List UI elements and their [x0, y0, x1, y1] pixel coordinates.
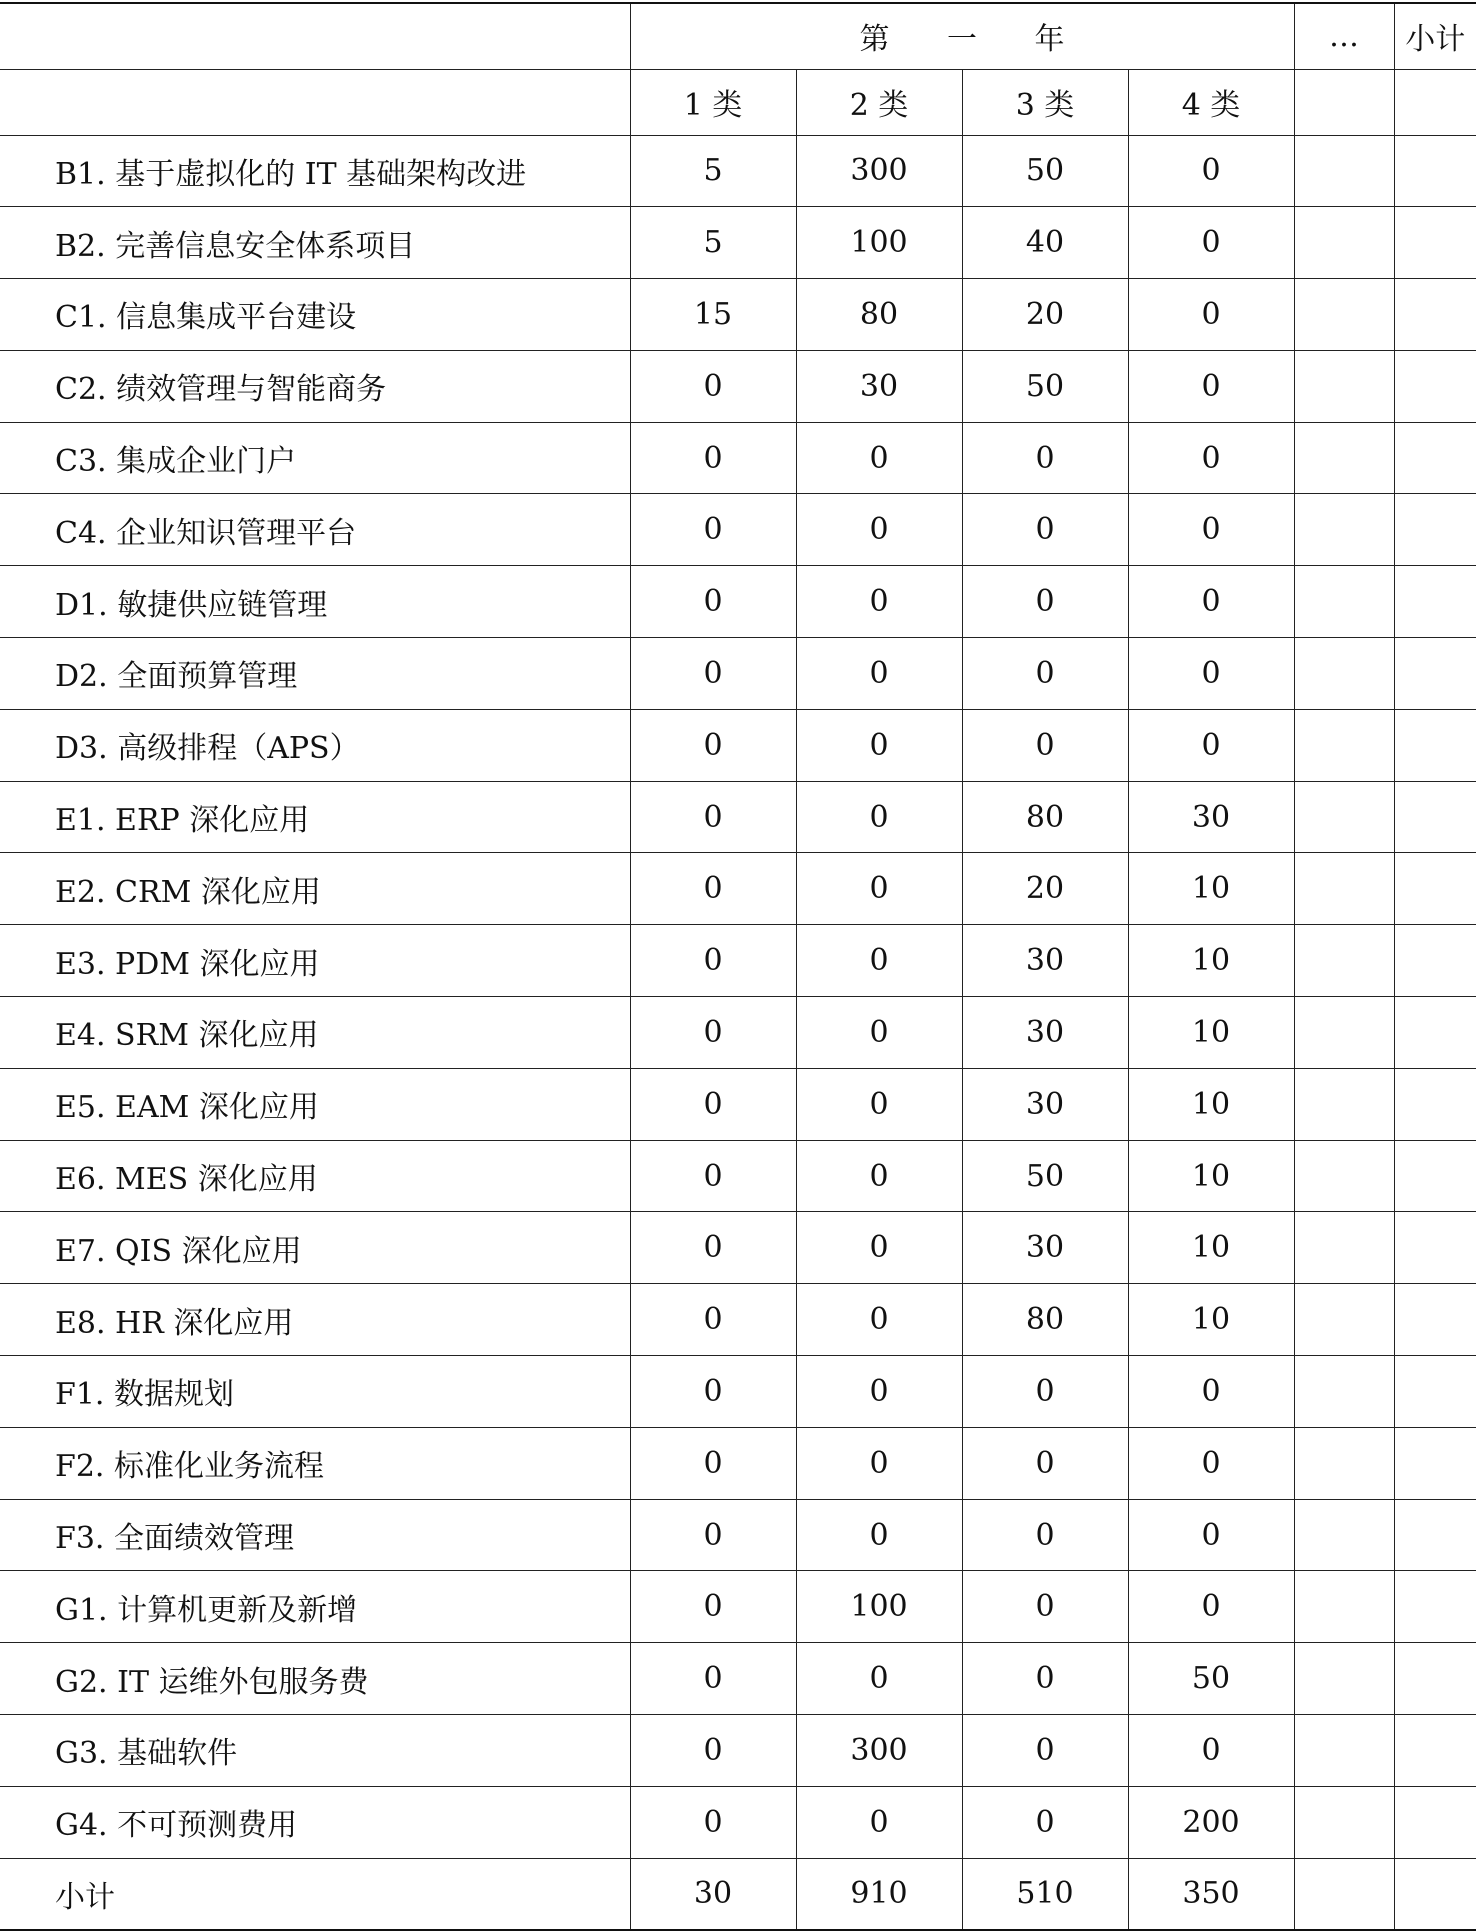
value-cell: 0	[630, 350, 796, 422]
table-row	[0, 207, 1476, 279]
value-cell: 10	[1128, 1140, 1294, 1212]
value-cell: 0	[630, 1140, 796, 1212]
project-name-cell: E3. PDM 深化应用	[0, 925, 630, 997]
header-row-categories	[0, 69, 1476, 135]
category-header: 3 类	[962, 69, 1128, 135]
subtotal-column-cell	[1394, 997, 1476, 1069]
value-cell: 0	[796, 853, 962, 925]
subtotal-column-cell	[1394, 1140, 1476, 1212]
value-cell: 10	[1128, 853, 1294, 925]
project-name-cell: C1. 信息集成平台建设	[0, 279, 630, 351]
value-cell: 0	[630, 566, 796, 638]
ellipsis-column-cell	[1294, 925, 1394, 997]
subtotal-column-cell	[1394, 1068, 1476, 1140]
value-cell: 0	[962, 566, 1128, 638]
subtotal-value-cell: 910	[796, 1858, 962, 1930]
value-cell: 80	[796, 279, 962, 351]
table-row	[0, 1643, 1476, 1715]
table-row	[0, 1068, 1476, 1140]
table-row	[0, 925, 1476, 997]
value-cell: 0	[1128, 494, 1294, 566]
value-cell: 0	[962, 638, 1128, 710]
subtotal-column-cell	[1394, 925, 1476, 997]
ellipsis-column-cell	[1294, 997, 1394, 1069]
table-row	[0, 1499, 1476, 1571]
budget-table	[0, 2, 1476, 1931]
ellipsis-column-cell	[1294, 1212, 1394, 1284]
value-cell: 0	[1128, 1499, 1294, 1571]
value-cell: 0	[796, 1427, 962, 1499]
subtotal-column-cell	[1394, 853, 1476, 925]
subtotal-column-cell	[1394, 566, 1476, 638]
value-cell: 0	[630, 781, 796, 853]
project-name-cell: F3. 全面绩效管理	[0, 1499, 630, 1571]
table-row	[0, 566, 1476, 638]
value-cell: 0	[796, 1356, 962, 1428]
category-header: 4 类	[1128, 69, 1294, 135]
subtotal-row	[0, 1858, 1476, 1930]
value-cell: 30	[962, 1212, 1128, 1284]
value-cell: 40	[962, 207, 1128, 279]
ellipsis-header: …	[1294, 3, 1394, 69]
value-cell: 0	[1128, 1571, 1294, 1643]
header-row-year	[0, 3, 1476, 69]
ellipsis-column-cell	[1294, 1356, 1394, 1428]
value-cell: 0	[1128, 207, 1294, 279]
project-name-cell: D1. 敏捷供应链管理	[0, 566, 630, 638]
value-cell: 0	[796, 1499, 962, 1571]
ellipsis-column-cell	[1294, 69, 1394, 135]
subtotal-column-cell	[1394, 1499, 1476, 1571]
ellipsis-column-cell	[1294, 135, 1394, 207]
value-cell: 30	[1128, 781, 1294, 853]
value-cell: 0	[796, 1140, 962, 1212]
subtotal-column-header: 小计	[1394, 3, 1476, 69]
project-name-cell: E7. QIS 深化应用	[0, 1212, 630, 1284]
value-cell: 0	[796, 709, 962, 781]
project-name-cell: E2. CRM 深化应用	[0, 853, 630, 925]
value-cell: 50	[962, 135, 1128, 207]
value-cell: 30	[962, 997, 1128, 1069]
table-row	[0, 1140, 1476, 1212]
ellipsis-column-cell	[1294, 638, 1394, 710]
ellipsis-column-cell	[1294, 781, 1394, 853]
value-cell: 0	[630, 638, 796, 710]
project-name-cell: E6. MES 深化应用	[0, 1140, 630, 1212]
value-cell: 0	[630, 494, 796, 566]
project-name-cell: E4. SRM 深化应用	[0, 997, 630, 1069]
value-cell: 0	[1128, 566, 1294, 638]
subtotal-column-cell	[1394, 709, 1476, 781]
ellipsis-column-cell	[1294, 207, 1394, 279]
subtotal-column-cell	[1394, 494, 1476, 566]
subtotal-column-cell	[1394, 279, 1476, 351]
table-row	[0, 853, 1476, 925]
project-name-cell: F2. 标准化业务流程	[0, 1427, 630, 1499]
table-row	[0, 1786, 1476, 1858]
value-cell: 100	[796, 1571, 962, 1643]
value-cell: 0	[630, 853, 796, 925]
ellipsis-column-cell	[1294, 1284, 1394, 1356]
value-cell: 300	[796, 135, 962, 207]
subtotal-value-cell: 30	[630, 1858, 796, 1930]
project-name-cell: C2. 绩效管理与智能商务	[0, 350, 630, 422]
ellipsis-column-cell	[1294, 494, 1394, 566]
ellipsis-column-cell	[1294, 1499, 1394, 1571]
value-cell: 0	[1128, 1356, 1294, 1428]
value-cell: 30	[796, 350, 962, 422]
value-cell: 300	[796, 1715, 962, 1787]
value-cell: 0	[796, 1786, 962, 1858]
ellipsis-column-cell	[1294, 422, 1394, 494]
value-cell: 10	[1128, 1212, 1294, 1284]
value-cell: 100	[796, 207, 962, 279]
subtotal-column-cell	[1394, 350, 1476, 422]
ellipsis-column-cell	[1294, 853, 1394, 925]
ellipsis-column-cell	[1294, 566, 1394, 638]
ellipsis-column-cell	[1294, 1140, 1394, 1212]
value-cell: 200	[1128, 1786, 1294, 1858]
subtotal-column-cell	[1394, 1427, 1476, 1499]
subtotal-column-cell	[1394, 1212, 1476, 1284]
value-cell: 0	[796, 1284, 962, 1356]
value-cell: 10	[1128, 997, 1294, 1069]
project-name-cell: E5. EAM 深化应用	[0, 1068, 630, 1140]
project-name-cell: G2. IT 运维外包服务费	[0, 1643, 630, 1715]
year-header: 第 一 年	[630, 3, 1294, 69]
subtotal-column-cell	[1394, 1786, 1476, 1858]
value-cell: 0	[796, 1643, 962, 1715]
value-cell: 0	[796, 1212, 962, 1284]
project-name-cell: B1. 基于虚拟化的 IT 基础架构改进	[0, 135, 630, 207]
subtotal-value-cell: 350	[1128, 1858, 1294, 1930]
value-cell: 0	[630, 1715, 796, 1787]
value-cell: 0	[962, 1356, 1128, 1428]
header-blank-cell	[0, 69, 630, 135]
value-cell: 5	[630, 207, 796, 279]
table-row	[0, 1356, 1476, 1428]
value-cell: 0	[796, 997, 962, 1069]
project-name-cell: E8. HR 深化应用	[0, 1284, 630, 1356]
value-cell: 0	[630, 1427, 796, 1499]
table-row	[0, 638, 1476, 710]
header-blank-cell	[0, 3, 630, 69]
value-cell: 0	[1128, 279, 1294, 351]
value-cell: 10	[1128, 1068, 1294, 1140]
project-name-cell: D3. 高级排程（APS）	[0, 709, 630, 781]
project-name-cell: C4. 企业知识管理平台	[0, 494, 630, 566]
value-cell: 0	[1128, 422, 1294, 494]
value-cell: 0	[962, 1786, 1128, 1858]
value-cell: 50	[962, 350, 1128, 422]
subtotal-column-cell	[1394, 638, 1476, 710]
value-cell: 0	[630, 1571, 796, 1643]
subtotal-column-cell	[1394, 207, 1476, 279]
ellipsis-column-cell	[1294, 1571, 1394, 1643]
value-cell: 0	[962, 709, 1128, 781]
value-cell: 30	[962, 925, 1128, 997]
value-cell: 0	[962, 422, 1128, 494]
ellipsis-column-cell	[1294, 1643, 1394, 1715]
category-header: 1 类	[630, 69, 796, 135]
subtotal-column-cell	[1394, 1571, 1476, 1643]
value-cell: 0	[796, 494, 962, 566]
value-cell: 0	[1128, 350, 1294, 422]
value-cell: 80	[962, 1284, 1128, 1356]
subtotal-column-cell	[1394, 1643, 1476, 1715]
table-row	[0, 1571, 1476, 1643]
subtotal-column-cell	[1394, 1284, 1476, 1356]
table-row	[0, 494, 1476, 566]
value-cell: 80	[962, 781, 1128, 853]
subtotal-column-cell	[1394, 781, 1476, 853]
value-cell: 0	[630, 1786, 796, 1858]
value-cell: 30	[962, 1068, 1128, 1140]
value-cell: 10	[1128, 925, 1294, 997]
subtotal-column-cell	[1394, 422, 1476, 494]
value-cell: 20	[962, 279, 1128, 351]
value-cell: 0	[630, 1643, 796, 1715]
value-cell: 0	[796, 422, 962, 494]
table-row	[0, 1715, 1476, 1787]
value-cell: 0	[1128, 1715, 1294, 1787]
project-name-cell: G1. 计算机更新及新增	[0, 1571, 630, 1643]
project-name-cell: G4. 不可预测费用	[0, 1786, 630, 1858]
value-cell: 0	[630, 997, 796, 1069]
ellipsis-column-cell	[1294, 709, 1394, 781]
ellipsis-column-cell	[1294, 350, 1394, 422]
value-cell: 0	[962, 1715, 1128, 1787]
table-row	[0, 350, 1476, 422]
project-name-cell: F1. 数据规划	[0, 1356, 630, 1428]
project-name-cell: B2. 完善信息安全体系项目	[0, 207, 630, 279]
subtotal-column-cell	[1394, 135, 1476, 207]
table-body	[0, 3, 1476, 1930]
value-cell: 50	[962, 1140, 1128, 1212]
table-row	[0, 135, 1476, 207]
subtotal-label: 小计	[0, 1858, 630, 1930]
value-cell: 0	[1128, 638, 1294, 710]
value-cell: 0	[962, 494, 1128, 566]
table-row	[0, 1427, 1476, 1499]
subtotal-column-cell	[1394, 69, 1476, 135]
value-cell: 0	[796, 566, 962, 638]
subtotal-value-cell: 510	[962, 1858, 1128, 1930]
value-cell: 20	[962, 853, 1128, 925]
value-cell: 0	[962, 1427, 1128, 1499]
value-cell: 15	[630, 279, 796, 351]
value-cell: 0	[962, 1499, 1128, 1571]
value-cell: 0	[796, 638, 962, 710]
value-cell: 0	[1128, 1427, 1294, 1499]
value-cell: 0	[630, 1212, 796, 1284]
value-cell: 0	[630, 925, 796, 997]
ellipsis-column-cell	[1294, 279, 1394, 351]
project-name-cell: C3. 集成企业门户	[0, 422, 630, 494]
value-cell: 50	[1128, 1643, 1294, 1715]
table-row	[0, 279, 1476, 351]
ellipsis-column-cell	[1294, 1858, 1394, 1930]
value-cell: 5	[630, 135, 796, 207]
project-name-cell: D2. 全面预算管理	[0, 638, 630, 710]
table-row	[0, 1212, 1476, 1284]
value-cell: 0	[630, 1068, 796, 1140]
value-cell: 0	[630, 709, 796, 781]
value-cell: 0	[630, 422, 796, 494]
project-name-cell: G3. 基础软件	[0, 1715, 630, 1787]
project-name-cell: E1. ERP 深化应用	[0, 781, 630, 853]
value-cell: 0	[1128, 135, 1294, 207]
table-row	[0, 422, 1476, 494]
table-row	[0, 781, 1476, 853]
value-cell: 0	[962, 1643, 1128, 1715]
value-cell: 0	[962, 1571, 1128, 1643]
ellipsis-column-cell	[1294, 1427, 1394, 1499]
value-cell: 0	[630, 1499, 796, 1571]
ellipsis-column-cell	[1294, 1786, 1394, 1858]
value-cell: 0	[630, 1284, 796, 1356]
value-cell: 10	[1128, 1284, 1294, 1356]
value-cell: 0	[1128, 709, 1294, 781]
table-row	[0, 1284, 1476, 1356]
table-row	[0, 997, 1476, 1069]
subtotal-column-cell	[1394, 1715, 1476, 1787]
table-row	[0, 709, 1476, 781]
ellipsis-column-cell	[1294, 1715, 1394, 1787]
subtotal-column-cell	[1394, 1858, 1476, 1930]
value-cell: 0	[796, 925, 962, 997]
ellipsis-column-cell	[1294, 1068, 1394, 1140]
value-cell: 0	[796, 1068, 962, 1140]
subtotal-column-cell	[1394, 1356, 1476, 1428]
value-cell: 0	[796, 781, 962, 853]
category-header: 2 类	[796, 69, 962, 135]
value-cell: 0	[630, 1356, 796, 1428]
